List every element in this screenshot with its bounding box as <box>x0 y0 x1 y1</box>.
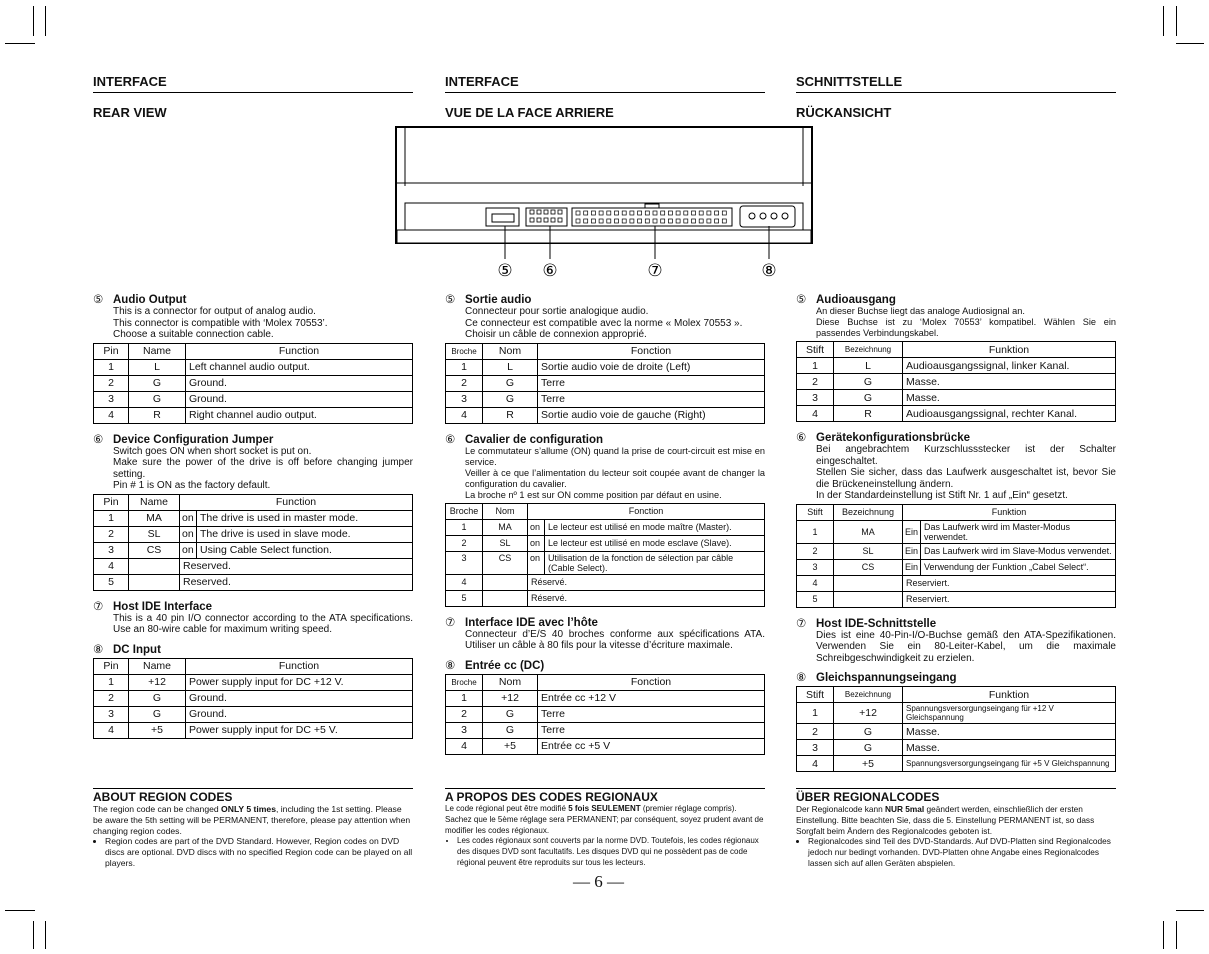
subheader: RÜCKANSICHT <box>796 105 892 120</box>
callout-8: ⑧ <box>761 261 777 281</box>
page-number: — 6 — <box>573 872 624 891</box>
jumper-body: Le commutateur s’allume (ON) quand la prise de court-circuit est mise en service. Veiller à ce que l’alimentation du lecteur soit coupée avant de changer la configuration du cavalier. La broche nº 1 est sur ON comme position par défaut en usine. <box>465 445 765 500</box>
jumper-table: Pin Name Function 1 MA on The drive is used in master mode. 2 SL on The drive is used in slave mode. 3 CS on Using Cable Select function. 4 Reserved. 5 Reserved. <box>93 494 413 591</box>
jumper-body: Bei angebrachtem Kurzschlussstecker ist der Schalter eingeschaltet. Stellen Sie sicher, dass das Laufwerk ausgeschaltet ist, bevor Sie die Brückeneinstellung ändern. In der Standardeinstellung ist Stift Nr. 1 auf „Ein“ gesetzt. <box>816 444 1116 501</box>
section-header: SCHNITTSTELLE <box>796 74 1116 93</box>
region-title: ÜBER REGIONALCODES <box>796 788 1116 804</box>
jumper-title: ⑥ Device Configuration Jumper <box>93 433 274 446</box>
table-row: 2 G Terre <box>446 375 765 391</box>
table-row: 1 L Left channel audio output. <box>94 359 413 375</box>
table-row: 4 +5 Spannungsversorgungseingang für +5 V Gleichspannung <box>797 756 1116 772</box>
audio-output-body: An dieser Buchse liegt das analoge Audiosignal an. Diese Buchse ist zu ‘Molex 70553’ kompatibel. Wählen Sie ein passendes Verbindungskabel. <box>816 306 1116 338</box>
region-bullet: • Regionalcodes sind Teil des DVD-Standards. Auf DVD-Platten sind Regionalcodes jedoch nur bedingt vorhanden. DVD-Platten ohne Angabe eines Regionalcodes lassen sich auf allen Geräten abspielen. <box>808 836 1116 868</box>
table-row: 3 CS on Using Cable Select function. <box>94 542 413 558</box>
table-row: 3 CS Ein Verwendung der Funktion „Cabel Select“. <box>797 559 1116 575</box>
region-title: A PROPOS DES CODES REGIONAUX <box>445 788 765 804</box>
host-ide-body: This is a 40 pin I/O connector according to the ATA specifications. Use an 80-wire cable for maximum writing speed. <box>113 612 413 635</box>
audio-output-table: Pin Name Function 1 L Left channel audio output. 2 G Ground. 3 G Ground. 4 R Right channel audio output. <box>93 343 413 424</box>
table-row: 3 G Masse. <box>797 740 1116 756</box>
dc-input-title: ⑧ Entrée cc (DC) <box>445 659 545 672</box>
audio-output-title: ⑤ Sortie audio <box>445 294 532 306</box>
host-ide-title: ⑦ Interface IDE avec l’hôte <box>445 616 598 629</box>
table-row: 2 G Masse. <box>797 374 1116 390</box>
table-row: 2 G Ground. <box>94 375 413 391</box>
region-title: ABOUT REGION CODES <box>93 788 413 804</box>
region-bullet: • Les codes régionaux sont couverts par la norme DVD. Toutefois, les codes régionaux des disques DVD sont facultatifs. Les disques DVD qui ne possèdent pas de code régional peuvent être reproduits sur tous les lecteurs. <box>457 836 765 868</box>
host-ide-title: ⑦ Host IDE Interface <box>93 600 213 613</box>
audio-output-body: Connecteur pour sortie analogique audio. Ce connecteur est compatible avec la norme « Molex 70553 ». Choisir un câble de connexion approprié. <box>465 306 743 340</box>
table-row: 1 MA on Le lecteur est utilisé en mode maître (Master). <box>446 519 765 535</box>
table-row: 1 MA on The drive is used in master mode. <box>94 510 413 526</box>
host-ide-body: Connecteur d’E/S 40 broches conforme aux spécifications ATA. Utiliser un câble à 80 fils pour la vitesse d’écriture maximale. <box>465 628 765 651</box>
host-ide-title: ⑦ Host IDE-Schnittstelle <box>796 617 937 630</box>
table-row: 5 Reserved. <box>94 574 413 590</box>
column-english <box>93 74 413 739</box>
callout-5: ⑤ <box>497 261 513 281</box>
audio-output-table: Stift Bezeichnung Funktion 1 L Audioausgangssignal, linker Kanal. 2 G Masse. 3 G Masse. 4 R Audioausgangssignal, rechter Kanal. <box>796 341 1116 422</box>
section-header: INTERFACE <box>93 74 413 93</box>
table-row: 2 G Ground. <box>94 690 413 706</box>
table-row: 1 MA Ein Das Laufwerk wird im Master-Modus verwendet. <box>797 520 1116 543</box>
table-row: 2 G Terre <box>446 706 765 722</box>
audio-output-title: ⑤ Audioausgang <box>796 294 896 306</box>
audio-output-table: Broche Nom Fonction 1 L Sortie audio voie de droite (Left) 2 G Terre 3 G Terre 4 R Sortie audio voie de gauche (Right) <box>445 343 765 424</box>
table-row: 4 +5 Entrée cc +5 V <box>446 738 765 754</box>
table-row: 4 +5 Power supply input for DC +5 V. <box>94 722 413 738</box>
table-row: 5 Reserviert. <box>797 591 1116 607</box>
table-row: 4 Réservé. <box>446 574 765 590</box>
table-row: 3 G Ground. <box>94 706 413 722</box>
table-row: 1 L Audioausgangssignal, linker Kanal. <box>797 358 1116 374</box>
table-row: 5 Réservé. <box>446 590 765 606</box>
table-row: 3 G Ground. <box>94 391 413 407</box>
dc-input-title: ⑧ DC Input <box>93 643 161 656</box>
table-row: 3 G Masse. <box>797 390 1116 406</box>
table-row: 1 +12 Entrée cc +12 V <box>446 690 765 706</box>
subheader: VUE DE LA FACE ARRIERE <box>445 105 614 120</box>
dc-input-title: ⑧ Gleichspannungseingang <box>796 672 957 684</box>
region-codes-fr: A PROPOS DES CODES REGIONAUX Le code régional peut être modifié 5 fois SEULEMENT (premier réglage compris). Sachez que le 5ème réglage sera PERMANENT; par conséquent, soyez prudent avant de modifier les codes régionaux. • Les codes régionaux sont couverts par la norme DVD. Toutefois, les codes régionaux des disques DVD sont facultatifs. Les disques DVD qui ne possèdent pas de code régional peuvent être reproduits sur tous les lecteurs. <box>445 788 765 869</box>
host-ide-body: Dies ist eine 40-Pin-I/O-Buchse gemäß den ATA-Spezifikationen. Verwenden Sie ein 80-Leiter-Kabel, um die maximale Schreibgeschwindigkeit zu erzielen. <box>816 629 1116 664</box>
region-codes-de: ÜBER REGIONALCODES Der Regionalcode kann NUR 5mal geändert werden, einschließlich der ersten Einstellung. Bitte beachten Sie, dass die 5. Einstellung PERMANENT ist, so dass Sorgfalt beim Ändern des Regionalcodes geboten ist. • Regionalcodes sind Teil des DVD-Standards. Auf DVD-Platten sind Regionalcodes jedoch nur bedingt vorhanden. DVD-Platten ohne Angabe eines Regionalcodes lassen sich auf allen Geräten abspielen. <box>796 788 1116 869</box>
audio-output-body: This is a connector for output of analog audio. This connector is compatible with ‘Molex 70553’. Choose a suitable connection cable. <box>113 306 328 340</box>
table-row: 4 R Right channel audio output. <box>94 407 413 423</box>
region-bullet: • Region codes are part of the DVD Standard. However, Region codes on DVD discs are optional. DVD discs with no specified Region code can be played on all players. <box>105 836 413 868</box>
jumper-table: Stift Bezeichnung Funktion 1 MA Ein Das Laufwerk wird im Master-Modus verwendet. 2 SL Ein Das Laufwerk wird im Slave-Modus verwendet. 3 CS Ein Verwendung der Funktion „Cabel Select“. 4 Reserviert. 5 Reserviert. <box>796 504 1116 608</box>
table-row: 2 SL on Le lecteur est utilisé en mode esclave (Slave). <box>446 535 765 551</box>
column-french <box>445 74 765 755</box>
table-row: 2 SL on The drive is used in slave mode. <box>94 526 413 542</box>
callout-7: ⑦ <box>647 261 663 281</box>
section-header: INTERFACE <box>445 74 765 93</box>
jumper-title: ⑥ Gerätekonfigurationsbrücke <box>796 432 971 444</box>
dc-input-table: Broche Nom Fonction 1 +12 Entrée cc +12 V 2 G Terre 3 G Terre 4 +5 Entrée cc +5 V <box>445 674 765 755</box>
table-row: 4 Reserved. <box>94 558 413 574</box>
callout-6: ⑥ <box>542 261 558 281</box>
region-codes-en: ABOUT REGION CODES The region code can be changed ONLY 5 times, including the 1st setting. Please be aware the 5th setting will be PERMANENT, therefore, please pay attention when changing region codes. • Region codes are part of the DVD Standard. However, Region codes on DVD discs are optional. DVD discs with no specified Region code can be played on all players. <box>93 788 413 869</box>
table-row: 1 +12 Power supply input for DC +12 V. <box>94 674 413 690</box>
jumper-body: Switch goes ON when short socket is put on. Make sure the power of the drive is off before changing jumper setting. Pin # 1 is ON as the factory default. <box>113 445 413 491</box>
table-row: 1 +12 Spannungsversorgungseingang für +12 V Gleichspannung <box>797 703 1116 724</box>
table-row: 3 G Terre <box>446 391 765 407</box>
audio-output-title: ⑤ Audio Output <box>93 294 187 306</box>
dc-input-table: Pin Name Function 1 +12 Power supply input for DC +12 V. 2 G Ground. 3 G Ground. 4 +5 Power supply input for DC +5 V. <box>93 658 413 739</box>
table-row: 3 CS on Utilisation de la fonction de sélection par câble (Cable Select). <box>446 551 765 574</box>
jumper-title: ⑥ Cavalier de configuration <box>445 433 604 446</box>
table-row: 4 Reserviert. <box>797 575 1116 591</box>
dc-input-table: Stift Bezeichnung Funktion 1 +12 Spannungsversorgungseingang für +12 V Gleichspannung 2 G Masse. 3 G Masse. 4 +5 Spannungsversorgungseingang für +5 V Gleichspannung <box>796 686 1116 772</box>
table-row: 3 G Terre <box>446 722 765 738</box>
subheader: REAR VIEW <box>93 105 167 120</box>
jumper-table: Broche Nom Fonction 1 MA on Le lecteur est utilisé en mode maître (Master). 2 SL on Le lecteur est utilisé en mode esclave (Slave). 3 CS on Utilisation de la fonction de sélection par câble (Cable Select). 4 Réservé. 5 Réservé. <box>445 503 765 607</box>
table-row: 4 R Audioausgangssignal, rechter Kanal. <box>797 406 1116 422</box>
table-row: 2 G Masse. <box>797 724 1116 740</box>
column-german <box>796 74 1116 772</box>
table-row: 2 SL Ein Das Laufwerk wird im Slave-Modus verwendet. <box>797 543 1116 559</box>
table-row: 1 L Sortie audio voie de droite (Left) <box>446 359 765 375</box>
table-row: 4 R Sortie audio voie de gauche (Right) <box>446 407 765 423</box>
